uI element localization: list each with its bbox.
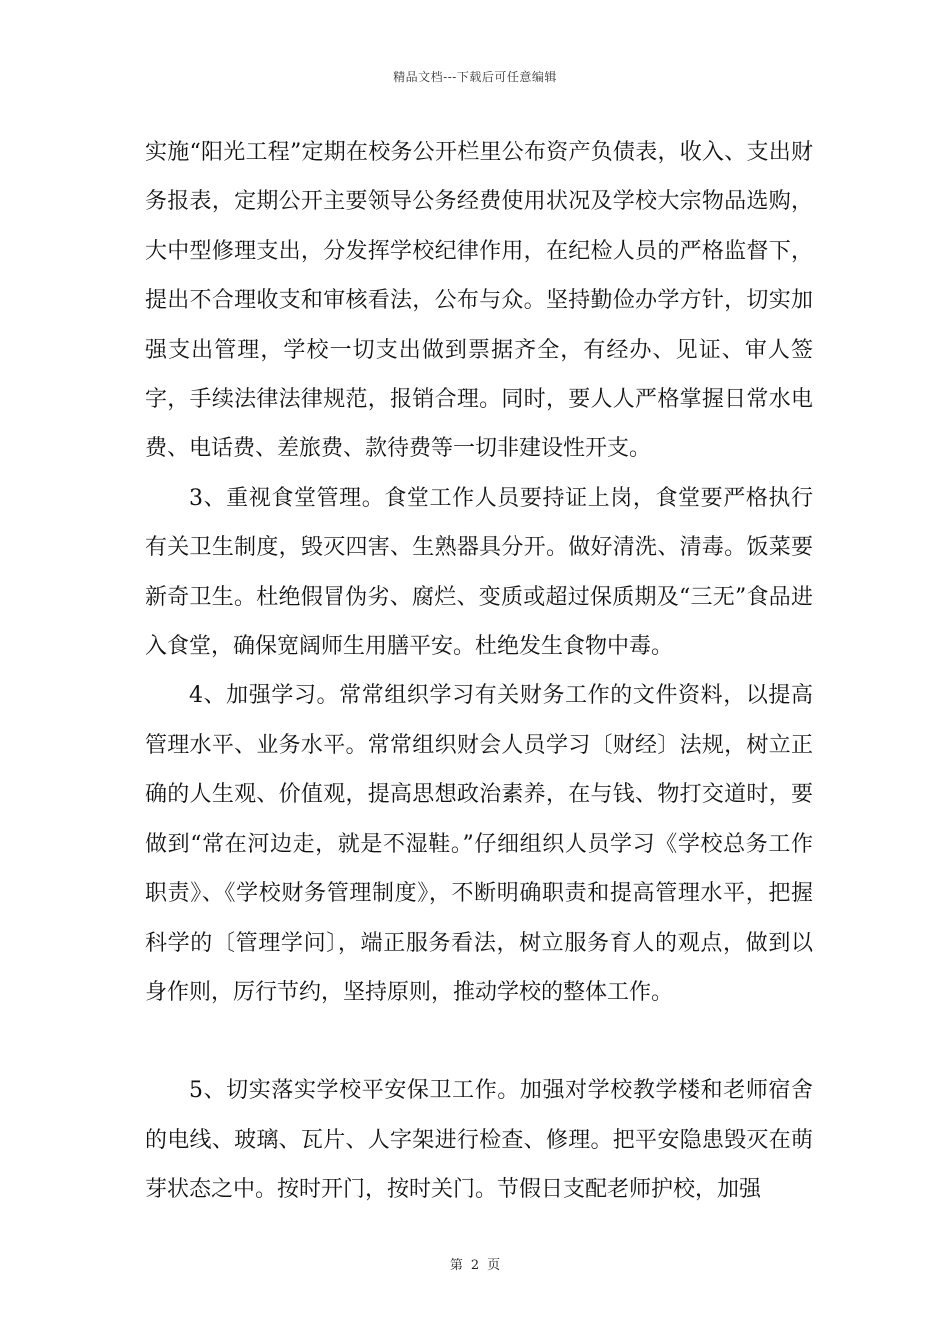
page-header: 精品文档---下载后可任意编辑	[393, 70, 557, 84]
paragraph-spacer	[145, 1017, 813, 1066]
page-number-suffix: 页	[487, 1258, 501, 1273]
document-body	[145, 128, 813, 1215]
paragraph-3: 4、加强学习。常常组织学习有关财务工作的文件资料，以提高管理水平、业务水平。常常组织财会人员学习〔财经〕法规，树立正确的人生观、价值观，提高思想政治素养，在与钱、物打交道时，要做到“常在河边走，就是不湿鞋。”仔细组织人员学习《学校总务工作职责》、《学校财务管理制度》，不断明确职责和提高管理水平，把握科学的〔管理学问〕，端正服务看法，树立服务育人的观点，做到以身作则，厉行节约，坚持原则，推动学校的整体工作。	[145, 683, 813, 1005]
paragraph-2: 3、重视食堂管理。食堂工作人员要持证上岗，食堂要严格执行有关卫生制度，毁灭四害、生熟器具分开。做好清洗、清毒。饭菜要新奇卫生。杜绝假冒伪劣、腐烂、变质或超过保质期及“三无”食品进入食堂，确保宽阔师生用膳平安。杜绝发生食物中毒。	[145, 485, 813, 660]
paragraph-4: 5、切实落实学校平安保卫工作。加强对学校教学楼和老师宿舍的电线、玻璃、瓦片、人字架进行检查、修理。把平安隐患毁灭在萌芽状态之中。按时开门，按时关门。节假日支配老师护校，加强	[145, 1078, 813, 1203]
page-number-prefix: 第	[449, 1258, 463, 1273]
paragraph-1: 实施“阳光工程”定期在校务公开栏里公布资产负债表，收入、支出财务报表，定期公开主要领导公务经费使用状况及学校大宗物品选购，大中型修理支出，分发挥学校纪律作用，在纪检人员的严格监督下，提出不合理收支和审核看法，公布与众。坚持勤俭办学方针，切实加强支出管理，学校一切支出做到票据齐全，有经办、见证、审人签字，手续法律法律规范，报销合理。同时，要人人严格掌握日常水电费、电话费、差旅费、款待费等一切非建设性开支。	[145, 140, 813, 462]
page-number: 2	[470, 1258, 480, 1273]
page-footer	[0, 1254, 950, 1273]
